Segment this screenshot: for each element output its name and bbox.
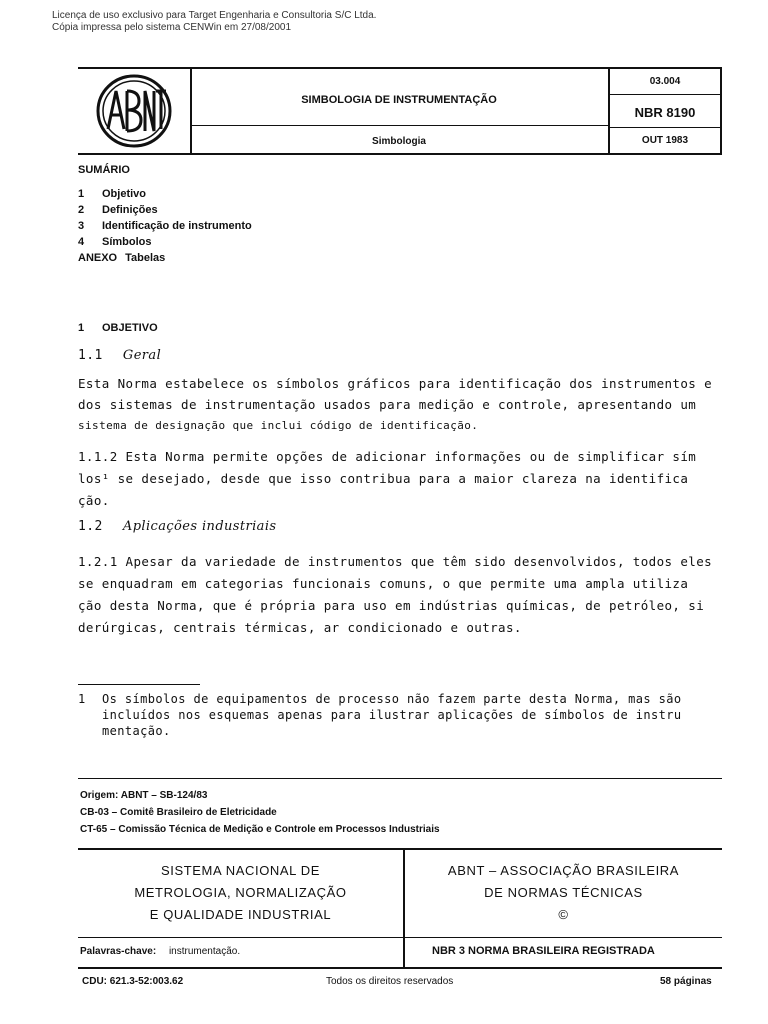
sinmetro-block: SISTEMA NACIONAL DE METROLOGIA, NORMALIZAÇÃO E QUALIDADE INDUSTRIAL bbox=[134, 863, 347, 922]
toc-item: 3 Identificação de instrumento bbox=[78, 220, 252, 232]
toc-heading: SUMÁRIO bbox=[78, 164, 130, 176]
footnote-divider bbox=[78, 684, 200, 685]
rights-reserved: Todos os direitos reservados bbox=[326, 976, 454, 987]
cdu-code: CDU: 621.3-52:003.62 bbox=[82, 976, 184, 987]
page-count: 58 páginas bbox=[660, 976, 712, 987]
abnt-logo bbox=[94, 73, 174, 154]
paragraph: 1.2.1 Apesar da variedade de instrumentos que têm sido desenvolvidos, todos eles se enquadram em categorias funcionais comuns, o que permite uma ampla utiliza ção desta Norma, que é própria para uso em indústrias químicas, de petróleo, si derúrgicas, centrais térmicas, ar condicionado e outras. bbox=[78, 554, 713, 635]
document-subtitle: Simbologia bbox=[372, 136, 426, 147]
subsection-heading: 1.2 Aplicações industriais bbox=[78, 519, 277, 534]
abnt-block: ABNT – ASSOCIAÇÃO BRASILEIRA DE NORMAS TÉCNICAS © bbox=[447, 863, 680, 922]
document-code: 03.004 bbox=[649, 76, 681, 87]
toc-item: 1 Objetivo bbox=[78, 188, 147, 200]
license-line-1: Licença de uso exclusivo para Target Engenharia e Consultoria S/C Ltda. bbox=[52, 10, 377, 21]
keywords: Palavras-chave: instrumentação. bbox=[80, 946, 241, 957]
table-of-contents bbox=[78, 162, 252, 266]
license-notice bbox=[52, 10, 376, 34]
section-heading: 1 OBJETIVO bbox=[78, 322, 158, 334]
license-line-2: Cópia impressa pelo sistema CENWin em 27/08/2001 bbox=[52, 22, 291, 33]
toc-annex: ANEXO Tabelas bbox=[78, 252, 166, 264]
document-date: OUT 1983 bbox=[641, 135, 689, 146]
footnote: 1 Os símbolos de equipamentos de processo não fazem parte desta Norma, mas são incluídos nos esquemas apenas para ilustrar aplicações de símbolos de instru mentação. bbox=[78, 692, 682, 738]
document-header bbox=[78, 67, 722, 155]
registered-standard: NBR 3 NORMA BRASILEIRA REGISTRADA bbox=[432, 945, 655, 957]
paragraph: Esta Norma estabelece os símbolos gráficos para identificação dos instrumentos e dos sistemas de instrumentação usados para medição e controle, apresentando um sistema de designação que inclui código de identificação. bbox=[78, 376, 713, 432]
toc-item: 2 Definições bbox=[78, 204, 158, 216]
divider bbox=[78, 848, 722, 850]
divider bbox=[78, 778, 722, 779]
subsection-heading: 1.1 Geral bbox=[78, 348, 162, 363]
divider bbox=[78, 967, 722, 969]
paragraph: 1.1.2 Esta Norma permite opções de adicionar informações ou de simplificar sím los¹ se desejado, desde que isso contribua para a maior clareza na identifica ção. bbox=[78, 449, 697, 508]
standard-number: NBR 8190 bbox=[634, 105, 696, 120]
origin-info: Origem: ABNT – SB-124/83 CB-03 – Comitê Brasileiro de Eletricidade CT-65 – Comissão Técnica de Medição e Controle em Processos Industriais bbox=[80, 790, 440, 835]
divider bbox=[78, 937, 722, 938]
document-title: SIMBOLOGIA DE INSTRUMENTAÇÃO bbox=[301, 94, 497, 106]
toc-item: 4 Símbolos bbox=[78, 236, 152, 248]
